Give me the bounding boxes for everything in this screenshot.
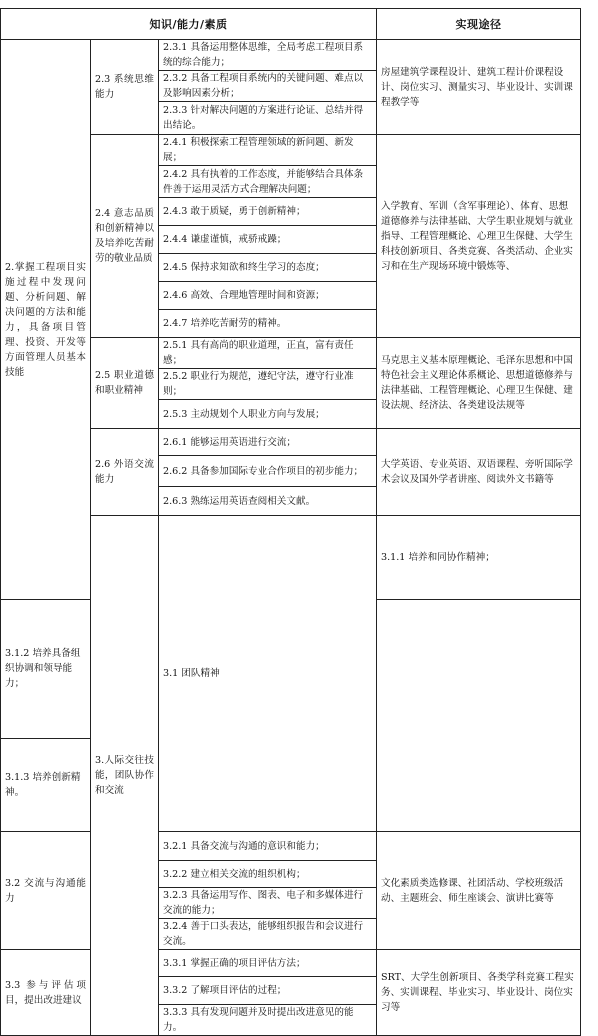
- item-text: 3.3.2 了解项目评估的过程；: [159, 977, 377, 1005]
- item-text: 3.1.3 培养创新精神。: [1, 738, 91, 831]
- item-text: 2.5.3 主动规划个人职业方向与发展；: [159, 400, 377, 429]
- path-text: SRT、大学生创新项目、各类学科竞赛工程实务、实训课程、毕业实习、毕业设计、岗位实习等: [377, 950, 581, 1036]
- item-text: 2.4.5 保持求知欲和终生学习的态度；: [159, 254, 377, 282]
- item-text: 3.3.1 掌握正确的项目评估方法；: [159, 950, 377, 977]
- item-text: 2.4.6 高效、合理地管理时间和资源；: [159, 282, 377, 310]
- group-label: 3.人际交往技能，团队协作和交流: [91, 516, 159, 1036]
- table-row: [1, 950, 581, 977]
- subgroup-label: 3.3 参与评估项目，提出改进建议: [1, 950, 91, 1036]
- path-text: 文化素质类选修课、社团活动、学校班级活动、主题班会、师生座谈会、演讲比赛等: [377, 832, 581, 950]
- item-text: 2.4.3 敢于质疑，勇于创新精神；: [159, 198, 377, 226]
- item-text: 2.5.2 职业行为规范，遵纪守法，遵守行业准则；: [159, 369, 377, 400]
- path-text: 马克思主义基本原理概论、毛泽东思想和中国特色社会主义理论体系概论、思想道德修养与法律基础、工程管理概论、心理卫生保健、建设法规、经济法、各类建设法规等: [377, 338, 581, 429]
- path-text: 房屋建筑学课程设计、建筑工程计价课程设计、岗位实习、测量实习、毕业设计、实训课程教学等: [377, 40, 581, 135]
- item-text: 3.2.1 具备交流与沟通的意识和能力；: [159, 832, 377, 861]
- item-text: 3.1.1 培养和同协作精神；: [377, 516, 581, 600]
- header-row: [1, 9, 581, 40]
- item-text: 3.2.3 具备运用写作、图表、电子和多媒体进行交流的能力；: [159, 888, 377, 919]
- item-text: 2.4.2 具有执着的工作态度，并能够结合具体条件善于运用灵活方式合理解决问题；: [159, 166, 377, 198]
- subgroup-label: 3.1 团队精神: [159, 516, 377, 832]
- item-text: 2.3.2 具备工程项目系统内的关键问题、难点以及影响因素分析；: [159, 71, 377, 102]
- table-row: [1, 832, 581, 861]
- subgroup-label: 3.2 交流与沟通能力: [1, 832, 91, 950]
- header-path: 实现途径: [377, 9, 581, 40]
- item-text: 3.2.4 善于口头表达，能够组织报告和会议进行交流。: [159, 919, 377, 950]
- item-text: 3.2.2 建立相关交流的组织机构；: [159, 861, 377, 888]
- path-text: 入学教育、军训（含军事理论）、体育、思想道德修养与法律基础、大学生职业规划与就业指导、工程管理概论、心理卫生保健、大学生科技创新项目、各类竞赛、各类活动、企业实习和在生产现场环境中锻炼等、: [377, 135, 581, 338]
- item-text: 2.5.1 具有高尚的职业道理，正直，富有责任感；: [159, 338, 377, 369]
- item-text: 2.4.1 积极探索工程管理领域的新问题、新发展；: [159, 135, 377, 166]
- subgroup-label: 2.3 系统思维能力: [91, 40, 159, 135]
- item-text: 2.6.1 能够运用英语进行交流；: [159, 429, 377, 456]
- subgroup-label: 2.6 外语交流能力: [91, 429, 159, 516]
- path-text: 大学英语、专业英语、双语课程、旁听国际学术会议及国外学者讲座、阅读外文书籍等: [377, 429, 581, 516]
- item-text: 2.6.3 熟练运用英语查阅相关文献。: [159, 487, 377, 516]
- item-text: 3.3.3 具有发现问题并及时提出改进意见的能力。: [159, 1005, 377, 1036]
- table-row: [1, 40, 581, 71]
- item-text: 2.6.2 具备参加国际专业合作项目的初步能力；: [159, 456, 377, 487]
- item-text: 2.3.1 具备运用整体思维，全局考虑工程项目系统的综合能力；: [159, 40, 377, 71]
- item-text: 2.3.3 针对解决问题的方案进行论证、总结并得出结论。: [159, 102, 377, 135]
- item-text: 2.4.7 培养吃苦耐劳的精神。: [159, 310, 377, 338]
- competency-table: [0, 8, 581, 1036]
- item-text: 2.4.4 谦虚谨慎，戒骄戒躁；: [159, 226, 377, 254]
- subgroup-label: 2.5 职业道德和职业精神: [91, 338, 159, 429]
- item-text: 3.1.2 培养具备组织协调和领导能力；: [1, 600, 91, 738]
- subgroup-label: 2.4 意志品质和创新精神以及培养吃苦耐劳的敬业品质: [91, 135, 159, 338]
- header-knowledge: 知识/能力/素质: [1, 9, 377, 40]
- group-label: 2.掌握工程项目实施过程中发现问题、分析问题、解决问题的方法和能力，具备项目管理、投资、开发等方面管理人员基本技能: [1, 40, 91, 600]
